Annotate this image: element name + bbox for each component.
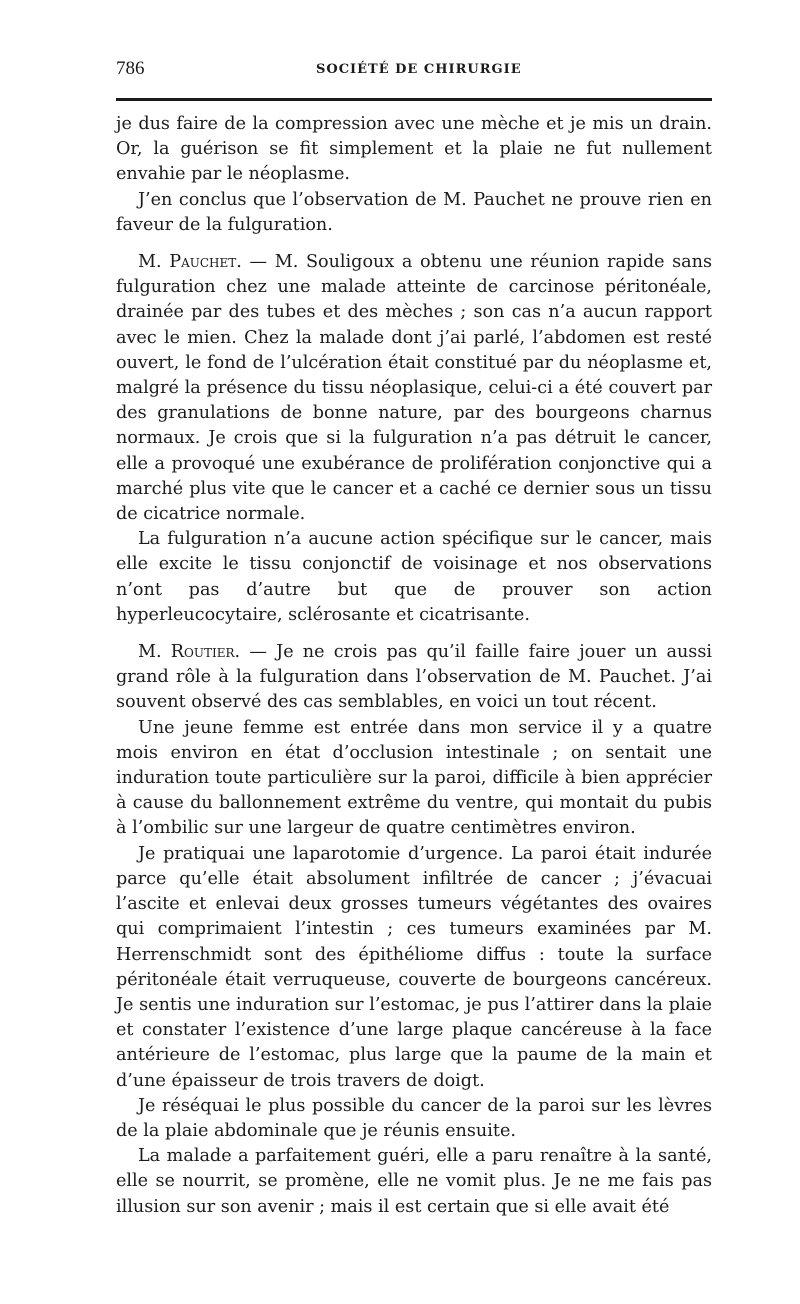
paragraph: Je pratiquai une laparotomie d’urgence. La paroi était indurée parce qu’elle était absolument infiltrée de cancer ; j’évacuai l’ascite et enlevai deux grosses tumeurs végétantes des ovaires qui comprimaient l’intestin ; ces tumeurs examinées par M. Herrenschmidt sont des épithéliome diffus : toute la surface péritonéale était verruqueuse, couverte de bourgeons cancéreux. Je sentis une induration sur l’estomac, je pus l’attirer dans la plaie et constater l’existence d’une large plaque cancéreuse à la face antérieure de l’estomac, plus large que la paume de la main et d’une épaisseur de trois travers de doigt. <box>116 843 712 1091</box>
paragraph: Une jeune femme est entrée dans mon service il y a quatre mois environ en état d’occlusion intestinale ; on sentait une induration toute particulière sur la paroi, difficile à bien apprécier à cause du ballonnement extrême du ventre, qui montait du pubis à l’ombilic sur une largeur de quatre centimètres environ. <box>116 717 712 839</box>
speaker-name: M. Pauchet. <box>138 252 242 273</box>
paragraph: je dus faire de la compression avec une mèche et je mis un drain. Or, la guérison se fit simplement et la plaie ne fut nullement envahie par le néoplasme. <box>116 114 712 185</box>
paragraph-pauchet: M. Pauchet. — M. Souligoux a obtenu une réunion rapide sans fulguration chez une malade atteinte de carcinose péritonéale, drainée par des tubes et des mèches ; son cas n’a aucun rapport avec le mien. Chez la malade dont j’ai parlé, l’abdomen est resté ouvert, le fond de l’ulcération était constitué par du néoplasme et, malgré la présence du tissu néoplasique, celui-ci a été couvert par des granulations de bonne nature, par des bourgeons charnus normaux. Je crois que si la fulguration n’a pas détruit le cancer, elle a provoqué une exubérance de prolifération conjonctive qui a marché plus vite que le cancer et a caché ce dernier sous un tissu de cicatrice normale. <box>116 252 712 525</box>
header-rule <box>116 98 712 101</box>
running-title: SOCIÉTÉ DE CHIRURGIE <box>316 62 522 77</box>
paragraph: La malade a parfaitement guéri, elle a paru renaître à la santé, elle se nourrit, se promène, elle ne vomit plus. Je ne me fais pas illusion sur son avenir ; mais il est certain que si elle avait été <box>116 1146 712 1217</box>
paragraph: J’en conclus que l’observation de M. Pauchet ne prouve rien en faveur de la fulguration. <box>116 189 712 235</box>
paragraph-routier: M. Routier. — Je ne crois pas qu’il faille faire jouer un aussi grand rôle à la fulguration dans l’observation de M. Pauchet. J’ai souvent observé des cas semblables, en voici un tout récent. <box>116 642 712 713</box>
paragraph: Je réséquai le plus possible du cancer de la paroi sur les lèvres de la plaie abdominale que je réunis ensuite. <box>116 1095 712 1141</box>
page-header <box>116 58 712 82</box>
page-number: 786 <box>116 58 145 79</box>
speaker-name: M. Routier. <box>138 642 241 663</box>
paragraph: La fulguration n’a aucune action spécifique sur le cancer, mais elle excite le tissu conjonctif de voisinage et nos observations n’ont pas d’autre but que de prouver son action hyperleucocytaire, sclérosante et cicatrisante. <box>116 529 712 625</box>
body-text <box>116 112 712 1220</box>
